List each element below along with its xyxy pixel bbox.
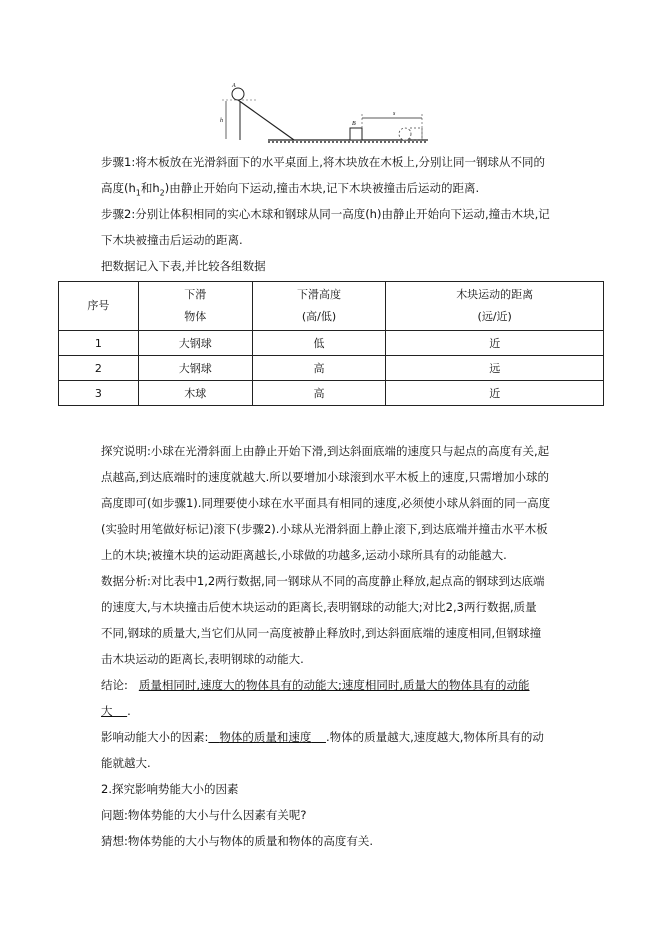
conclusion-label: 结论: [101, 678, 128, 692]
label-s: s [393, 111, 396, 117]
table-cell: 远 [386, 356, 604, 381]
table-cell: 近 [386, 331, 604, 356]
header-cell [138, 282, 252, 331]
table-cell: 3 [59, 381, 139, 406]
subscript-1: 1 [135, 188, 141, 198]
factors-rest: .物体的质量越大,速度越大,物体所具有的动 [325, 730, 544, 744]
factors-label: 影响动能大小的因素: [101, 730, 209, 744]
header-cell [59, 282, 139, 331]
step1-line1: 步骤1:将木板放在光滑斜面下的水平桌面上,将木块放在木板上,分别让同一钢球从不同的 [101, 155, 545, 169]
step1-line2-mid: 和h [140, 181, 160, 195]
table-cell: 2 [59, 356, 139, 381]
table-cell: 高 [252, 381, 386, 406]
header-line: 下滑 [184, 288, 207, 301]
experiment-diagram [218, 80, 440, 150]
table-cell: 大钢球 [138, 331, 252, 356]
table-cell: 低 [252, 331, 386, 356]
explanation-line: 探究说明:小球在光滑斜面上由静止开始下滑,到达斜面底端的速度只与起点的高度有关,起 [101, 444, 550, 458]
block-b [350, 128, 362, 140]
conclusion-answer-end-text: 大 [101, 704, 113, 718]
conclusion-line1 [101, 677, 530, 693]
analysis-line: 不同,钢球的质量大,当它们从同一高度被静止释放时,到达斜面底端的速度相同,但钢球撞 [101, 626, 542, 640]
subscript-2: 2 [159, 188, 165, 198]
data-table [58, 281, 604, 406]
step2-line1: 步骤2:分别让体积相同的实心木球和钢球从同一高度(h)由静止开始向下运动,撞击木块,记 [101, 207, 550, 221]
step2-line2: 下木块被撞击后运动的距离. [101, 233, 243, 247]
table-intro: 把数据记入下表,并比较各组数据 [101, 259, 266, 273]
step1-line2-post: )由静止开始向下运动,撞击木块,记下木块被撞击后运动的距离. [164, 181, 480, 195]
ball-at-bottom [399, 128, 411, 140]
header-line: 序号 [87, 299, 110, 312]
header-line: (远/近) [477, 310, 512, 323]
step1-line2-pre: 高度(h [101, 181, 136, 195]
section2-heading: 2.探究影响势能大小的因素 [101, 782, 239, 796]
explanation-line: 上的木块;被撞木块的运动距离越长,小球做的功越多,运动小球所具有的动能越大. [101, 548, 507, 562]
conclusion-answer-end [101, 704, 127, 718]
label-a: A [232, 83, 236, 89]
factors-line1 [101, 729, 544, 745]
incline-surface [238, 100, 294, 140]
table-cell: 大钢球 [138, 356, 252, 381]
conclusion-line2: 大 . [101, 704, 131, 718]
table-header-row [59, 282, 604, 331]
table-cell: 近 [386, 381, 604, 406]
header-line: 木块运动的距离 [456, 288, 534, 301]
section2-guess: 猜想:物体势能的大小与物体的质量和物体的高度有关. [101, 834, 374, 848]
header-cell [252, 282, 386, 331]
moved-block [410, 128, 422, 140]
analysis-line: 数据分析:对比表中1,2两行数据,同一钢球从不同的高度静止释放,起点高的钢球到达底端 [101, 574, 545, 588]
header-line: 物体 [184, 310, 207, 323]
table-cell: 高 [252, 356, 386, 381]
conclusion-answer: 质量相同时,速度大的物体具有的动能大;速度相同时,质量大的物体具有的动能 [138, 678, 530, 692]
factors-line2: 能就越大. [101, 756, 151, 770]
label-h: h [220, 118, 223, 124]
table-row [59, 381, 604, 406]
explanation-line: 点越高,到达底端时的速度就越大.所以要增加小球滚到水平木板上的速度,只需增加小球的 [101, 470, 549, 484]
factors-answer [208, 730, 326, 744]
explanation-line: 高度即可(如步骤1).同理要使小球在水平面具有相同的速度,必须使小球从斜面的同一高度 [101, 496, 551, 510]
ball-a [232, 88, 244, 100]
table-row [59, 331, 604, 356]
analysis-line: 击木块运动的距离长,表明钢球的动能大. [101, 652, 304, 666]
factors-answer-text: 物体的质量和速度 [219, 730, 312, 744]
table-cell: 木球 [138, 381, 252, 406]
table-cell: 1 [59, 331, 139, 356]
header-line: 下滑高度 [297, 288, 341, 301]
header-cell [386, 282, 604, 331]
header-line: (高/低) [301, 310, 337, 323]
section2-question: 问题:物体势能的大小与什么因素有关呢? [101, 808, 307, 822]
step1-line2 [101, 180, 479, 201]
label-b: B [352, 121, 356, 127]
table-row [59, 356, 604, 381]
analysis-line: 的速度大,与木块撞击后使木块运动的距离长,表明钢球的动能大;对比2,3两行数据,质量 [101, 600, 537, 614]
explanation-line: (实验时用笔做好标记)滚下(步骤2).小球从光滑斜面上静止滚下,到达底端并撞击水平木板 [101, 522, 548, 536]
